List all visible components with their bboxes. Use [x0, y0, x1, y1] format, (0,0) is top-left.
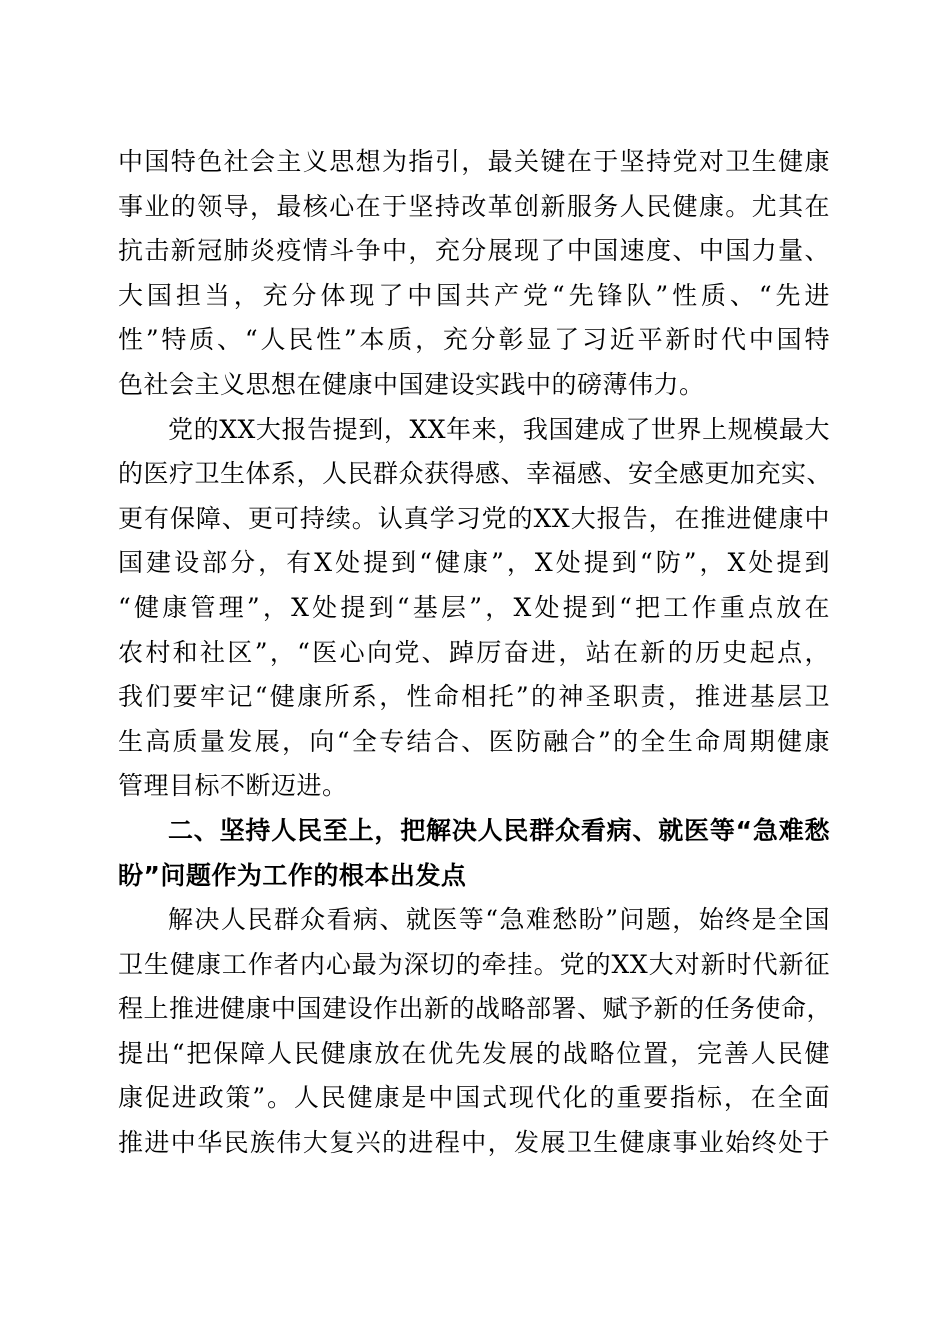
paragraph-3	[118, 898, 833, 1166]
paragraph-1	[118, 140, 830, 408]
text-line: 党的XX大报告提到，XX年来，我国建成了世界上规模最大	[168, 414, 830, 444]
text-line: 性”特质、“人民性”本质，充分彰显了习近平新时代中国特	[118, 325, 830, 355]
section-heading-2	[118, 809, 830, 898]
heading-line: 二、坚持人民至上，把解决人民群众看病、就医等“急难愁	[168, 815, 830, 845]
text-line: 解决人民群众看病、就医等“急难愁盼”问题，始终是全国	[168, 905, 830, 935]
paragraph-2	[118, 408, 833, 809]
text-line: “健康管理”，X处提到“基层”，X处提到“把工作重点放在	[118, 592, 830, 622]
text-line: 抗击新冠肺炎疫情斗争中，充分展现了中国速度、中国力量、	[118, 236, 830, 266]
text-line: 我们要牢记“健康所系，性命相托”的神圣职责，推进基层卫	[118, 682, 830, 712]
text-line: 农村和社区”，“医心向党、踔厉奋进，站在新的历史起点，	[118, 637, 830, 667]
document-body	[118, 140, 833, 1166]
text-line: 卫生健康工作者内心最为深切的牵挂。党的XX大对新时代新征	[118, 949, 830, 979]
text-line: 色社会主义思想在健康中国建设实践中的磅薄伟力。	[118, 369, 705, 399]
text-line: 管理目标不断迈进。	[118, 771, 348, 801]
heading-line: 盼”问题作为工作的根本出发点	[118, 860, 467, 890]
text-line: 推进中华民族伟大复兴的进程中，发展卫生健康事业始终处于	[118, 1128, 830, 1158]
text-line: 中国特色社会主义思想为指引，最关键在于坚持党对卫生健康	[118, 147, 830, 176]
text-line: 大国担当，充分体现了中国共产党“先锋队”性质、“先进	[118, 280, 830, 310]
text-line: 生高质量发展，向“全专结合、医防融合”的全生命周期健康	[118, 726, 830, 756]
text-line: 事业的领导，最核心在于坚持改革创新服务人民健康。尤其在	[118, 191, 830, 221]
text-line: 提出“把保障人民健康放在优先发展的战略位置，完善人民健	[118, 1038, 830, 1068]
text-line: 的医疗卫生体系，人民群众获得感、幸福感、安全感更加充实、	[118, 459, 833, 489]
text-line: 程上推进健康中国建设作出新的战略部署、赋予新的任务使命，	[118, 994, 833, 1024]
text-line: 国建设部分，有X处提到“健康”，X处提到“防”，X处提到	[118, 548, 830, 578]
text-line: 康促进政策”。人民健康是中国式现代化的重要指标，在全面	[118, 1083, 830, 1113]
text-line: 更有保障、更可持续。认真学习党的XX大报告，在推进健康中	[118, 503, 830, 533]
